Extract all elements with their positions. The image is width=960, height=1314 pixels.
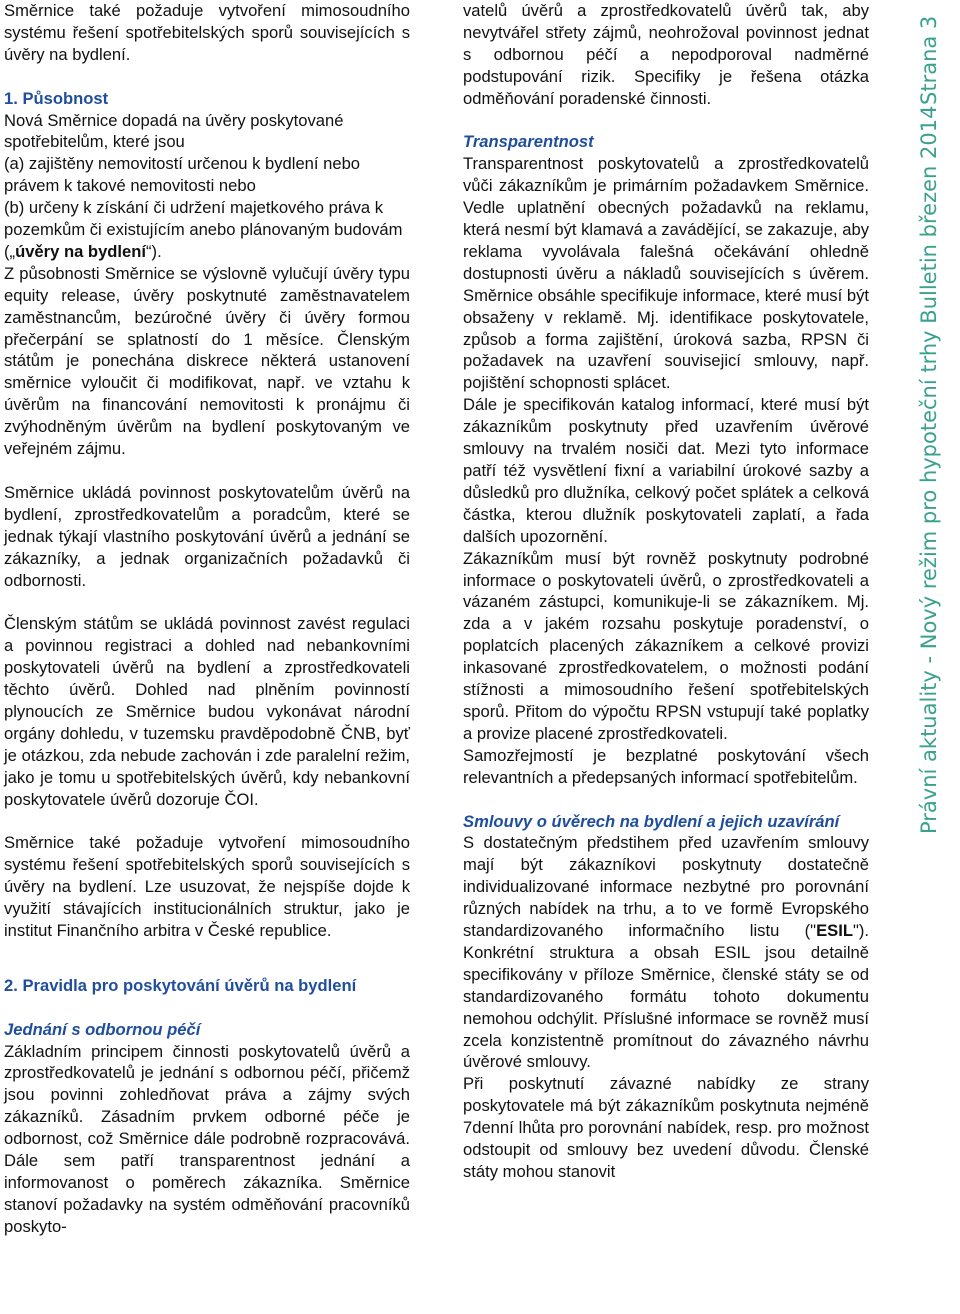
member-states-paragraph: Členským státům se ukládá povinnost zavést regulaci a povinnou registraci a dohled nad nebankovními poskytovateli úvěrů na bydlení a zprostředkovateli těchto úvěrů. Dohled nad plněním povinností plynoucích ze Směrnice budou vykonávat národní orgány dohledu, v tuzemsku pravděpodobně ČNB, byť je otázkou, zda nebude zachován i zde paralelní režim, jako je tomu u spotřebitelských úvěrů, kdy nebankovní poskytovatele úvěrů dozoruje ČOI. — [4, 614, 410, 809]
scope-item-b: (b) určeny k získání či udržení majetkového práva k pozemkům či existujícím anebo plánovaným budovám („úvěry na bydlení“). — [4, 198, 403, 261]
intro-paragraph: Směrnice také požaduje vytvoření mimosoudního systému řešení spotřebitelských sporů souvisejících s úvěry na bydlení. — [4, 1, 410, 64]
subheading-transparency: Transparentnost — [463, 132, 594, 152]
esil-term: ESIL — [816, 921, 853, 941]
section-heading-scope: 1. Působnost — [4, 88, 109, 108]
binding-offer-paragraph: Při poskytnutí závazné nabídky ze strany poskytovatele má být zákazníkům poskytnuta nejméně 7denní lhůta pro porovnání nabídek, resp. pro možnost odstoupit od smlouvy bez uvedení důvodu. Členské státy mohou stanovit — [463, 1074, 869, 1181]
scope-intro: Nová Směrnice dopadá na úvěry poskytované spotřebitelům, které jsou — [4, 110, 344, 152]
adr-paragraph: Směrnice také požaduje vytvoření mimosoudního systému řešení spotřebitelských sporů souvisejících s úvěry na bydlení. Lze usuzovat, že nejspíše dojde k využití stávajících institucionálních struktur, jako je institut Finančního arbitra v České republice. — [4, 833, 410, 940]
scope-item-a: (a) zajištěny nemovitostí určenou k bydlení nebo právem k takové nemovitosti nebo — [4, 154, 361, 196]
transparency-paragraph: Transparentnost poskytovatelů a zprostředkovatelů vůči zákazníkům je primárním požadavkem Směrnice. Vedle uplatnění obecných požadavků na reklamu, která nesmí být klamavá a zavádějící, se zakazuje, aby reklama vyvolávala falešná očekávání ohledně dostupnosti úvěru a nákladů souvisejících s úvěrem. Směrnice obsáhle specifikuje informace, které musí být obsaženy v reklamě. Mj. identifikace poskytovatele, způsob a forma zajištění, úroková sazba, RPSN či požadavek na uzavření souvisejicí smlouvy, např. pojištění schopnosti splácet. — [463, 154, 869, 393]
exclusions-paragraph: Z působnosti Směrnice se výslovně vylučují úvěry typu equity release, úvěry poskytnuté zaměstnavatelem zaměstnancům, bezúročné úvěry či úvěry formou přečerpání se splatností do 1 měsíce. Členským státům je ponechána diskrece některá ustanovení směrnice vyloučit či modifikovat, např. ve vztahu k úvěrům na financování nemovitosti k pronájmu či zvýhodněným úvěrům na bydlení poskytovaným ve veřejném zájmu. — [4, 263, 410, 459]
contracts-paragraph: S dostatečným předstihem před uzavřením smlouvy mají být zákazníkovi poskytnuty dostatečně individualizované informace nezbytné pro porovnání různých nabídek na trhu, a to ve formě Evropského standardizovaného informačního listu ("ESIL"). Konkrétní struktura a obsah ESIL jsou detailně specifikovány v příloze Směrnice, členské státy se od standardizovaného formátu tohoto dokumentu nemohou odchýlit. Příslušné informace se rovněž musí zcela konzistentně promítnout do závazného návrhu úvěrové smlouvy. — [463, 833, 869, 1072]
duties-paragraph: Směrnice ukládá povinnost poskytovatelům úvěrů na bydlení, zprostředkovatelům a poradcům, které se jednak týkají vlastního poskytování úvěrů a jednání se zákazníky, a jednak organizačních požadavků či odbornosti. — [4, 482, 410, 590]
catalog-paragraph: Dále je specifikován katalog informací, které musí být zákazníkům poskytnuty před uzavřením úvěrové smlouvy na trvalém nosiči dat. Mezi tyto informace patří též vysvětlení fixní a variabilní úrokové sazby a důsledků pro dlužníka, celkový počet splátek a celková částka, kterou dlužník poskytovateli zaplatí, a řada dalších upozornění. — [463, 395, 869, 546]
page-number: Strana 3 — [917, 16, 941, 106]
sidebar-title: Právní aktuality - Nový režim pro hypoteční trhy Bulletin březen 2014 — [917, 105, 941, 834]
professional-care-paragraph: Základním principem činnosti poskytovatelů úvěrů a zprostředkovatelů je jednání s odbornou péčí, přičemž jsou povinni zohledňovat práva a zájmy svých zákazníků. Zásadním prvkem odborné péče je odbornost, což Směrnice dále podrobně rozpracovává. Dále sem patří transparentnost jednání a informovanost o poměrech zákazníka. Směrnice stanoví požadavky na systém odměňování pracovníků poskyto- — [4, 1041, 410, 1236]
continued-paragraph: vatelů úvěrů a zprostředkovatelů úvěrů tak, aby nevytvářel střety zájmů, neohrožoval povinnost jednat s odbornou péčí a nepodporoval nadměrné podstupování rizik. Specifiky je řešena otázka odměňování poradenské činnosti. — [463, 1, 869, 108]
sidebar-banner — [912, 0, 960, 1314]
customer-info-paragraph: Zákazníkům musí být rovněž poskytnuty podrobné informace o poskytovateli úvěrů, o zprostředkovateli a vázaném zástupci, komunikuje-li se zákazníkem. Mj. zda a v jakém rozsahu poskytuje poradenství, o poplatcích placených zákazníkem a celkové provizi inkasované zprostředkovatelem, o možnosti podání stížnosti a mimosoudního řešení spotřebitelských sporů. Přitom do výpočtu RPSN vstupují také poplatky a provize placené zprostředkovateli. — [463, 548, 869, 743]
subheading-professional-care: Jednání s odbornou péčí — [4, 1019, 201, 1039]
subheading-contracts: Smlouvy o úvěrech na bydlení a jejich uzavírání — [463, 811, 840, 831]
section-heading-rules: 2. Pravidla pro poskytování úvěrů na bydlení — [4, 975, 357, 995]
left-column — [4, 0, 410, 1238]
right-column — [463, 0, 869, 1183]
sidebar-vertical-text — [917, 0, 955, 1290]
free-info-paragraph: Samozřejmostí je bezplatné poskytování všech relevantních a předepsaných informací spotřebitelům. — [463, 745, 869, 787]
defined-term: úvěry na bydlení — [15, 241, 147, 261]
